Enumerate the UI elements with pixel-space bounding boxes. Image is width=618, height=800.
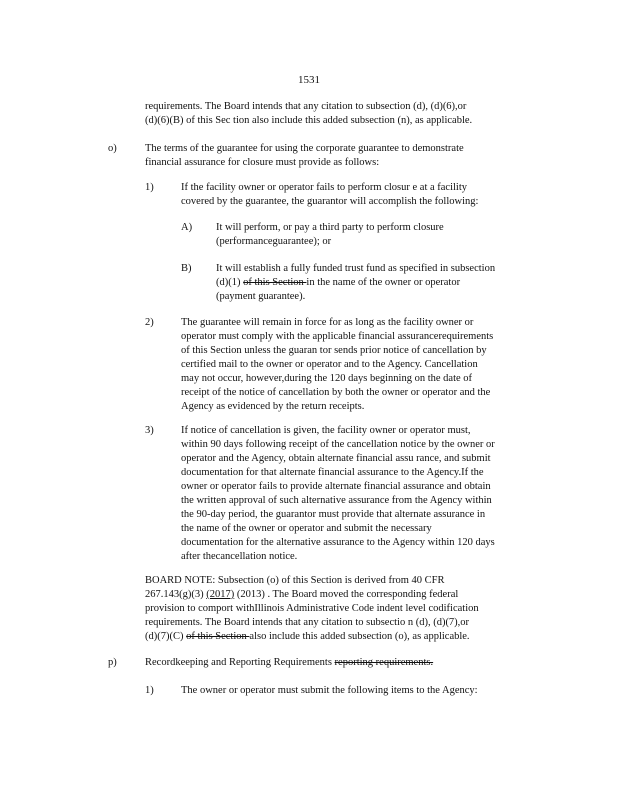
item-o2-text xyxy=(181,316,493,414)
inserted-text: (2017) xyxy=(206,589,235,600)
text-line: (d)(6)(B) of this Sec tion also include this added subsection (n), as applicable. xyxy=(145,115,473,126)
subsection-p-title xyxy=(145,656,433,670)
text-line: receipt of the notice of cancellation by both the owner or operator and the xyxy=(181,387,491,398)
text-line: BOARD NOTE: Subsection (o) of this Section is derived from 40 CFR xyxy=(145,575,445,586)
text-line: It will perform, or pay a third party to perform closure xyxy=(216,222,444,233)
subsection-o-label: o) xyxy=(108,143,117,154)
text-line xyxy=(145,630,479,644)
text-segment: (2013) . The Board moved the corresponding federal xyxy=(234,589,459,600)
text-line: the written approval of such alternative assurance from the Agency within xyxy=(181,495,492,506)
text-line: (payment guarantee). xyxy=(216,291,306,302)
continuation-paragraph xyxy=(145,100,472,128)
text-line xyxy=(145,656,433,670)
item-p1-text xyxy=(181,684,478,698)
text-line: If the facility owner or operator fails to perform closur e at a facility xyxy=(181,182,468,193)
text-line: If notice of cancellation is given, the facility owner or operator must, xyxy=(181,425,471,436)
text-segment: (d)(1) xyxy=(216,277,244,288)
item-o2-label: 2) xyxy=(145,317,154,328)
struck-text: reporting requirements. xyxy=(334,657,434,668)
board-note xyxy=(145,574,479,644)
text-line: documentation for that alternate financial assurance to the Agency.If the xyxy=(181,467,484,478)
text-line: provision to comport withIllinois Administrative Code indent level codification xyxy=(145,603,479,614)
text-line: Agency as evidenced by the return receipts. xyxy=(181,401,365,412)
item-o1b-label: B) xyxy=(181,263,192,274)
text-line xyxy=(216,276,495,290)
text-line: The owner or operator must submit the following items to the Agency: xyxy=(181,685,478,696)
page-number: 1531 xyxy=(298,74,320,86)
item-o1a-text xyxy=(216,221,444,249)
text-line: It will establish a fully funded trust fund as specified in subsection xyxy=(216,263,496,274)
text-line: The guarantee will remain in force for as long as the facility owner or xyxy=(181,317,474,328)
text-segment: (d)(7)(C) xyxy=(145,631,187,642)
text-segment: Recordkeeping and Reporting Requirements xyxy=(145,657,335,668)
text-line: requirements. The Board intends that any citation to subsection (d), (d)(6),or xyxy=(145,101,467,112)
item-o3-label: 3) xyxy=(145,425,154,436)
text-segment: in the name of the owner or operator xyxy=(306,277,461,288)
item-o1-text xyxy=(181,181,478,209)
text-line: within 90 days following receipt of the cancellation notice by the owner or xyxy=(181,439,495,450)
text-line: of this Section unless the guaran tor sends prior notice of cancellation by xyxy=(181,345,487,356)
text-line: requirements. The Board intends that any citation to subsectio n (d), (d)(7),or xyxy=(145,617,470,628)
text-segment: also include this added subsection (o), as applicable. xyxy=(249,631,470,642)
text-line: The terms of the guarantee for using the corporate guarantee to demonstrate xyxy=(145,143,464,154)
text-line: the name of the owner or operator and submit the necessary xyxy=(181,523,432,534)
text-line xyxy=(145,588,479,602)
item-o1b-text xyxy=(216,262,495,304)
text-line: may not occur, however,during the 120 days beginning on the date of xyxy=(181,373,473,384)
text-line: operator and the Agency, obtain alternate financial assu rance, and submit xyxy=(181,453,491,464)
text-line: financial assurance for closure must provide as follows: xyxy=(145,157,380,168)
text-line: documentation for the alternative assurance to the Agency within 120 days xyxy=(181,537,495,548)
text-line: owner or operator fails to provide alternate financial assurance and obtain xyxy=(181,481,491,492)
subsection-o-text xyxy=(145,142,464,170)
struck-text: of this Section xyxy=(243,277,307,288)
item-o3-text xyxy=(181,424,495,564)
text-segment: 267.143(g)(3) xyxy=(145,589,207,600)
text-line: certified mail to the owner or operator and to the Agency. Cancellation xyxy=(181,359,478,370)
struck-text: of this Section xyxy=(186,631,250,642)
item-p1-label: 1) xyxy=(145,685,154,696)
item-o1-label: 1) xyxy=(145,182,154,193)
item-o1a-label: A) xyxy=(181,222,193,233)
text-line: (performanceguarantee); or xyxy=(216,236,332,247)
text-line: after thecancellation notice. xyxy=(181,551,298,562)
subsection-p-label: p) xyxy=(108,657,117,668)
text-line: covered by the guarantee, the guarantor will accomplish the following: xyxy=(181,196,479,207)
text-line: operator must comply with the applicable financial assurancerequirements xyxy=(181,331,494,342)
text-line: the 90-day period, the guarantor must provide that alternate assurance in xyxy=(181,509,486,520)
